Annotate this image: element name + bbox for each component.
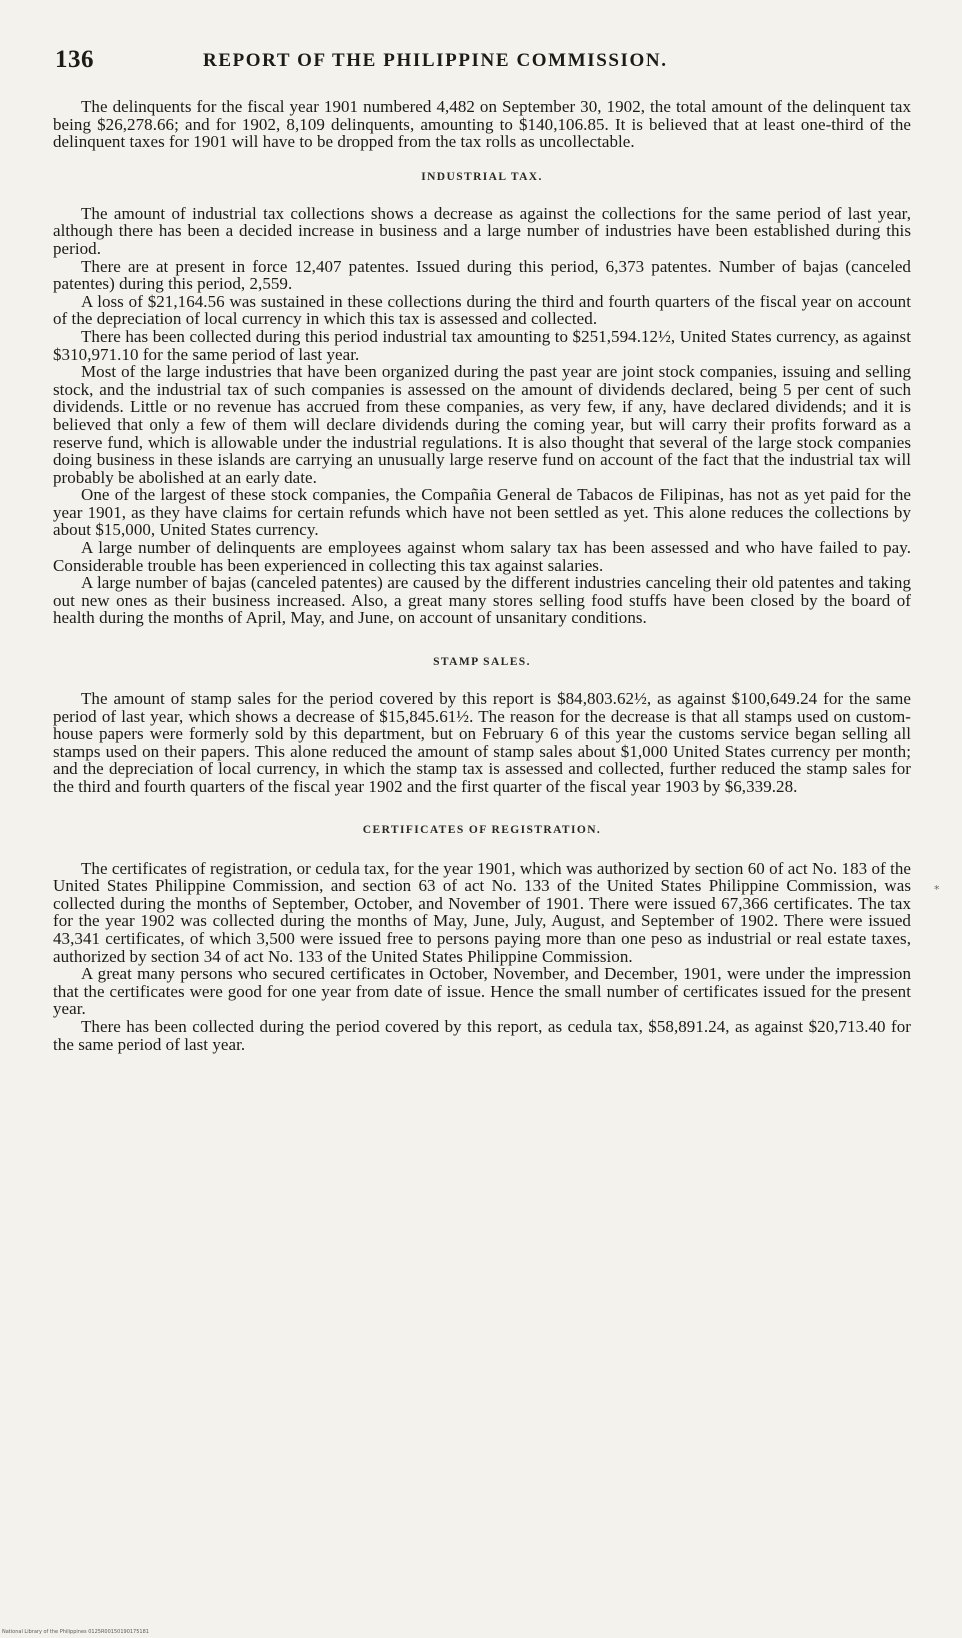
page-number: 136 <box>55 46 94 73</box>
paragraph: The amount of stamp sales for the period covered by this report is $84,803.62½, as against $100,649.24 for the same period of last year, which shows a decrease of $15,845.61½. The reason for the decrease is that all stamps used on custom-house papers were formerly sold by this department, but on February 6 of this year the customs service began selling all stamps used on their papers. This alone reduced the amount of stamp sales about $1,000 United States currency per month; and the depreciation of local currency, in which the stamp tax is assessed and collected, further reduced the stamp sales for the third and fourth quarters of the fiscal year 1902 and the first quarter of the fiscal year 1903 by $6,339.28. <box>53 689 911 796</box>
paragraph: The amount of industrial tax collections shows a decrease as against the collections for the same period of last year, although there has been a decided increase in business and a large number of industries have been established during this period. <box>53 203 911 258</box>
paragraph: A large number of bajas (canceled patentes) are caused by the different industries canceling their old patentes and taking out new ones as their business increased. Also, a great many stores selling food stuffs have been closed by the board of health during the months of April, May, and June, on account of unsanitary conditions. <box>53 573 911 628</box>
paragraph: A loss of $21,164.56 was sustained in these collections during the third and fourth quarters of the fiscal year on account of the depreciation of local currency in which this tax is assessed and collected. <box>53 291 911 329</box>
running-head: REPORT OF THE PHILIPPINE COMMISSION. <box>203 50 668 71</box>
paragraph: There has been collected during the period covered by this report, as cedula tax, $58,891.24, as against $20,713.40 for the same period of last year. <box>53 1016 911 1054</box>
scan-credit-footer: National Library of the Philippines 0125R00150190175181 <box>2 1629 149 1635</box>
margin-mark: * <box>934 883 940 896</box>
section-heading-stamp-sales: STAMP SALES. <box>433 656 531 669</box>
paragraph: A great many persons who secured certificates in October, November, and December, 1901, were under the impression that the certificates were good for one year from date of issue. Hence the small number of certificates issued for the present year. <box>53 964 911 1019</box>
paragraph: A large number of delinquents are employees against whom salary tax has been assessed and who have failed to pay. Considerable trouble has been experienced in collecting this tax against salaries. <box>53 538 911 575</box>
section-heading-certificates-of-registration: CERTIFICATES OF REGISTRATION. <box>362 823 602 836</box>
paragraph: The certificates of registration, or cedula tax, for the year 1901, which was authorized by section 60 of act No. 183 of the United States Philippine Commission, and section 63 of act No. 133 of the United States Philippine Commission, was collected during the months of September, October, and November of 1901. There were issued 67,366 certificates. The tax for the year 1902 was collected during the months of May, June, July, August, and September of 1902. There were issued 43,341 certificates, of which 3,500 were issued free to persons paying more than one peso as industrial or real estate taxes, authorized by section 34 of act No. 133 of the United States Philippine Commission. <box>53 858 911 966</box>
paragraph: There has been collected during this period industrial tax amounting to $251,594.12½, United States currency, as against $310,971.10 for the same period of last year. <box>53 326 911 364</box>
body-text <box>53 98 911 1053</box>
section-heading-industrial-tax: INDUSTRIAL TAX. <box>421 170 543 183</box>
page-header <box>55 46 915 80</box>
paragraph: Most of the large industries that have been organized during the past year are joint stock companies, issuing and selling stock, and the industrial tax of such companies is assessed on the amount of dividends declared, being 5 per cent of such dividends. Little or no revenue has accrued from these companies, as very few, if any, have declared dividends; and it is believed that only a few of them will declare dividends during the coming year, but will carry their profits forward as a reserve fund, which is allowable under the industrial regulations. It is also thought that several of the large stock companies doing business in these islands are carrying an unusually large reserve fund on account of the fact that the industrial tax will probably be abolished at an early date. <box>53 362 911 487</box>
paragraph: One of the largest of these stock companies, the Compañia General de Tabacos de Filipinas, has not as yet paid for the year 1901, as they have claims for certain refunds which have not been settled as yet. This alone reduces the collections by about $15,000, United States currency. <box>53 485 911 540</box>
paragraph: There are at present in force 12,407 patentes. Issued during this period, 6,373 patentes. Number of bajas (canceled patentes) during this period, 2,559. <box>53 256 911 294</box>
intro-paragraph: The delinquents for the fiscal year 1901 numbered 4,482 on September 30, 1902, the total amount of the delinquent tax being $26,278.66; and for 1902, 8,109 delinquents, amounting to $140,106.85. It is believed that at least one-third of the delinquent taxes for 1901 will have to be dropped from the tax rolls as uncollectable. <box>53 97 911 152</box>
